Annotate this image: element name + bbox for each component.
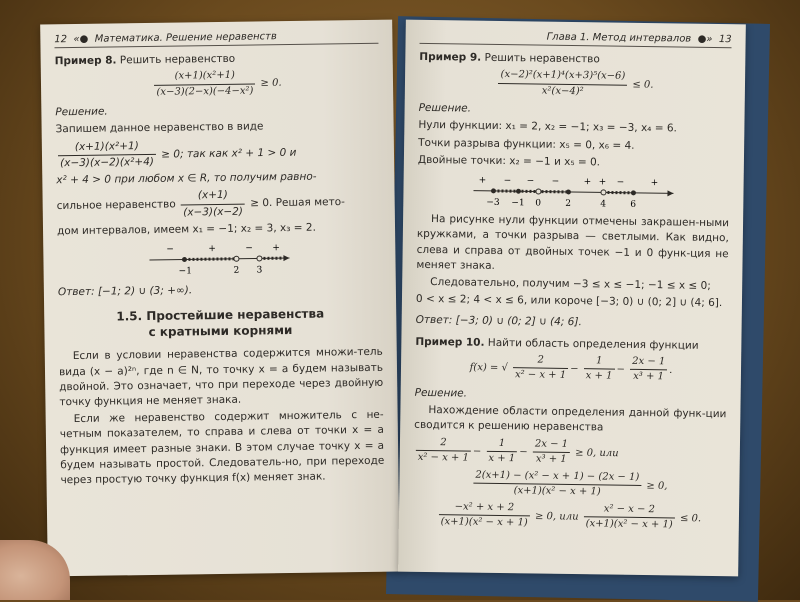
denominator: x³ + 1 [533, 452, 570, 467]
numerator: 1 [487, 436, 518, 452]
formula-tail: ≥ 0, [646, 480, 667, 491]
sign-label: + [599, 177, 607, 187]
numerator: 2(x+1) − (x² − x + 1) − (2x − 1) [473, 468, 641, 486]
fraction [473, 468, 641, 500]
tick-label: 3 [257, 265, 263, 275]
fraction [58, 139, 156, 172]
formula-line [56, 186, 380, 222]
page-number: 12 [54, 34, 67, 45]
axis-arrow-icon [667, 190, 673, 196]
formula-tail: ≤ 0. [680, 513, 701, 524]
numerator: 2x − 1 [630, 355, 667, 371]
ornament-icon: ●» [694, 34, 715, 45]
denominator: (x+1)(x² − x + 1) [473, 484, 641, 501]
denominator: x² − x + 1 [513, 369, 568, 384]
solution-label: Решение. [415, 386, 727, 406]
sign-label: − [504, 176, 512, 186]
paragraph: Нахождение области определения данной функ-ции сводится к решению неравенства [414, 403, 726, 438]
example-9-title [419, 50, 731, 70]
text-line: Двойные точки: x₂ = −1 и x₅ = 0. [418, 153, 730, 173]
text-line: 0 < x ≤ 2; 4 < x ≤ 6, или короче [−3; 0) ∪ (0; 2] ∪ (4; 6]. [416, 292, 728, 312]
open-point [257, 256, 262, 261]
example-label: Пример 9. [419, 51, 481, 64]
right-page-content [399, 50, 746, 534]
filled-point [516, 189, 521, 194]
paragraph: Если же неравенство содержит множитель с не-четным показателем, то справа и слева от точки x = a функция имеет разные знаки. В этом случае точку x = a будем называть простой. Следователь-но, при переходе через простую точку функция f(x) меняет знак. [60, 408, 385, 489]
denominator: (x−3)(x−2)(x²+4) [58, 155, 156, 172]
text-line: дом интервалов, имеем x₁ = −1; x₂ = 3, x₃ = 2. [57, 219, 381, 239]
open-point [601, 190, 606, 195]
sign-label: − [552, 177, 560, 187]
example-10-title [415, 334, 727, 354]
tick-label: 4 [600, 199, 606, 209]
page-number: 13 [719, 34, 732, 45]
fraction [181, 188, 245, 220]
header-title: Глава 1. Метод интервалов [547, 32, 692, 45]
denominator: x + 1 [486, 452, 517, 467]
example-task: Найти область определения функции [488, 336, 699, 351]
paragraph: Если в условии неравенства содержится множи-тель вида (x − a)²ⁿ, где n ∈ N, то точку x = a будем называть двойной. Это означает, что при переходе через двойную точку функция не меняет знака. [59, 345, 384, 410]
fraction [513, 353, 569, 384]
fraction [154, 69, 255, 100]
solution-label: Решение. [419, 101, 731, 121]
section-heading-line: с кратными корнями [58, 322, 382, 342]
sign-label: − [245, 244, 253, 254]
numerator: 2x − 1 [533, 437, 570, 453]
fraction [584, 354, 615, 384]
example-8-formula [55, 67, 379, 102]
tick-label: −3 [486, 198, 500, 208]
open-point [234, 256, 239, 261]
example-10-formula: f(x) = √ $\frac{2}{\text{x² − x + 1}}$ − $\frac{1}{x + 1}$ − $\frac{2x - 1}{\text{x³ + 1}}$ . [415, 352, 727, 386]
section-heading-line: 1.5. Простейшие неравенства [58, 306, 382, 326]
text-lead: сильное неравенство [57, 199, 176, 213]
sign-label: + [584, 177, 592, 187]
relation: ≤ 0. [632, 80, 653, 91]
numerator: 1 [584, 354, 615, 370]
denominator: (x−3)(2−x)(−4−x²) [154, 84, 255, 100]
fraction [498, 68, 627, 100]
denominator: (x+1)(x² − x + 1) [584, 517, 675, 533]
denominator: (x+1)(x² − x + 1) [439, 515, 530, 531]
formula-tail: ≥ 0. Решая мето- [250, 196, 345, 209]
sign-label: + [208, 244, 216, 254]
sign-label: + [651, 178, 659, 188]
numerator: 2 [416, 435, 471, 451]
fraction [584, 502, 676, 533]
text-line: Точки разрыва функции: x₅ = 0, x₆ = 4. [418, 135, 730, 155]
filled-point [566, 189, 571, 194]
example-8-title [55, 50, 379, 70]
text-line: Следовательно, получим −3 ≤ x ≤ −1; −1 ≤ x ≤ 0; [416, 275, 728, 295]
numerator: 2 [513, 353, 568, 369]
header-title: Математика. Решение неравенств [95, 31, 277, 45]
left-page-content [41, 50, 399, 489]
formula-line [56, 135, 380, 171]
fraction [630, 355, 668, 386]
paragraph: На рисунке нули функции отмечены закрашен-ными кружками, а точки разрыва — светлыми. Как видно, слева и справа от двойных точек −1 и 0 функ-ция не меняет знака. [416, 212, 729, 277]
sign-label: + [272, 243, 280, 253]
formula-tail: ≥ 0; так как x² + 1 > 0 и [161, 146, 296, 160]
inequality-line [413, 467, 725, 501]
example-9-formula [419, 67, 731, 101]
tick-label: 2 [234, 266, 240, 276]
example-task: Решить неравенство [484, 52, 599, 66]
answer-line: Ответ: [−3; 0) ∪ (0; 2] ∪ (4; 6]. [416, 313, 728, 333]
relation: ≥ 0. [260, 78, 281, 89]
sign-label: + [479, 176, 487, 186]
section-heading [58, 306, 382, 342]
formula-mid: ≥ 0, или [535, 511, 579, 523]
fraction [439, 500, 531, 531]
right-page-header-text [547, 32, 732, 46]
text-line: x² + 4 > 0 при любом x ∈ R, то получим равно- [56, 169, 380, 189]
tick-label: −1 [179, 266, 192, 276]
open-point [536, 189, 541, 194]
filled-point [491, 188, 496, 193]
ornament-icon: «● [70, 34, 91, 45]
numerator: (x+1)(x²+1) [154, 69, 255, 86]
sign-label: − [527, 176, 535, 186]
example-task: Решить неравенство [120, 53, 235, 67]
filled-point [631, 190, 636, 195]
right-page [398, 20, 746, 577]
number-line-diagram [144, 240, 294, 278]
fraction [486, 436, 517, 466]
sign-label: − [617, 178, 625, 188]
numerator: (x+1) [181, 188, 245, 205]
numerator: (x−2)²(x+1)⁴(x+3)⁵(x−6) [498, 68, 627, 85]
tick-label: −1 [511, 198, 524, 208]
answer-line: Ответ: [−1; 2) ∪ (3; +∞). [58, 281, 382, 301]
numerator: −x² + x + 2 [439, 500, 530, 517]
left-page [40, 20, 400, 577]
example-label: Пример 10. [415, 335, 484, 348]
formula-tail: ≥ 0, или [575, 447, 619, 459]
inequality-line [413, 499, 725, 533]
denominator: x + 1 [584, 370, 615, 385]
text-line: Запишем данное неравенство в виде [56, 118, 380, 138]
numerator: x² − x − 2 [584, 502, 675, 519]
numerator: (x+1)(x²+1) [58, 139, 156, 157]
tick-label: 6 [630, 200, 636, 210]
sign-label: − [166, 245, 174, 255]
left-page-header-text [54, 31, 277, 45]
filled-point [182, 257, 187, 262]
denominator: x² − x + 1 [416, 451, 471, 466]
text-line: Нули функции: x₁ = 2, x₂ = −1; x₃ = −3, x₄ = 6. [418, 118, 730, 138]
function-label: f(x) = √ [470, 362, 508, 374]
left-page-header [54, 30, 378, 49]
denominator: x²(x−4)² [498, 84, 627, 100]
denominator: x³ + 1 [630, 370, 667, 385]
denominator: (x−3)(x−2) [181, 204, 245, 220]
tick-label: 0 [535, 199, 541, 209]
right-page-header [420, 30, 732, 48]
number-line-diagram [468, 173, 678, 212]
tick-label: 2 [565, 199, 571, 209]
inequality-line: $\frac{2}{\text{x² − x + 1}}$ − $\frac{1}{x + 1}$ − $\frac{2x - 1}{\text{x³ + 1}}$ ≥ 0, или [414, 435, 726, 469]
fraction [533, 437, 571, 468]
solution-label: Решение. [55, 101, 379, 121]
example-label: Пример 8. [55, 54, 117, 67]
fraction [416, 435, 472, 466]
